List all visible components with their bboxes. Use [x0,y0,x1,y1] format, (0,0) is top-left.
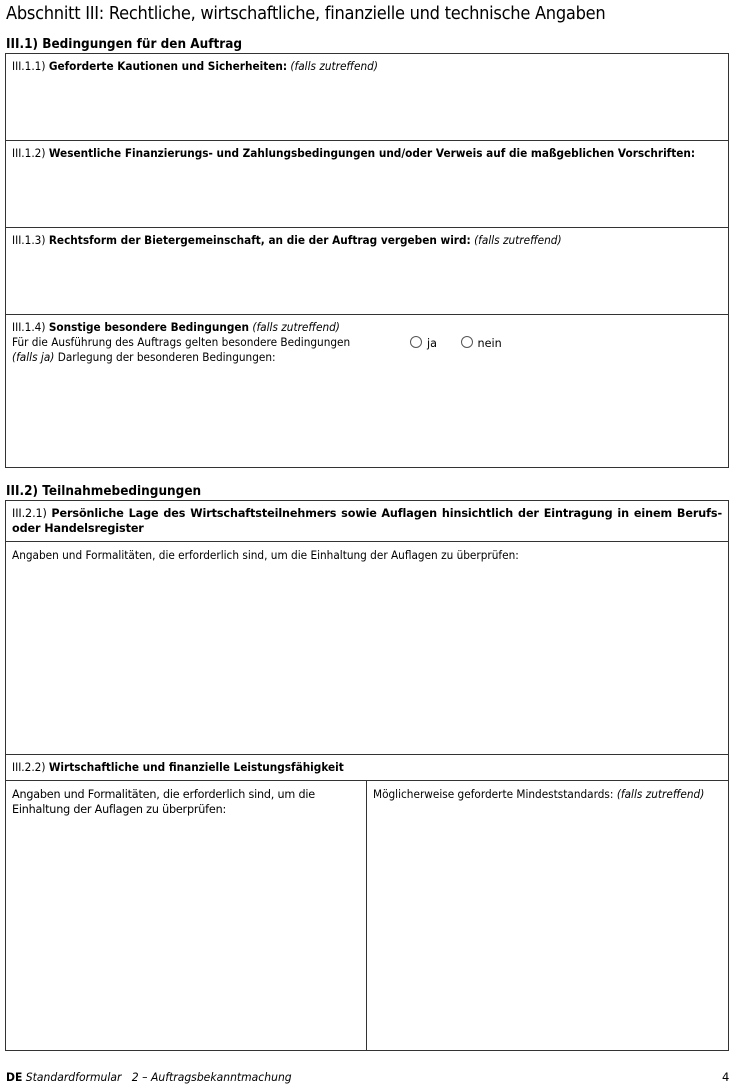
radio-option-nein[interactable]: nein [461,336,502,351]
minimum-standards-note: (falls zutreffend) [616,788,705,801]
radio-option-ja[interactable]: ja [410,336,437,351]
field-number: III.1.2) [12,147,46,160]
radio-circle-icon[interactable] [410,336,422,348]
section-1-box [5,53,729,468]
special-conditions-question: Für die Ausführung des Auftrags gelten besondere Bedingungen [12,336,351,349]
page-title: Abschnitt III: Rechtliche, wirtschaftliche, finanzielle und technische Angaben [6,4,606,24]
field-iii-1-4[interactable] [6,315,728,467]
field-label: Geforderte Kautionen und Sicherheiten: [48,60,288,73]
minimum-standards-label: Möglicherweise geforderte Mindeststandards: [373,788,614,801]
footer-form-number: 2 [131,1070,139,1084]
financial-details-label: Angaben und Formalitäten, die erforderlich sind, um die Einhaltung der Auflagen zu überprüfen: [12,788,315,816]
field-number: III.2.2) [12,761,46,774]
field-number: III.1.1) [12,60,46,73]
field-iii-1-2[interactable] [6,141,728,228]
followup-text: Darlegung der besonderen Bedingungen: [57,351,276,364]
field-note: (falls zutreffend) [252,321,340,334]
minimum-standards-field[interactable] [367,781,728,1050]
field-label-part2: Auflagen hinsichtlich der Eintragung in einem Berufs- oder Handelsregister [12,507,722,535]
footer-dash: – [142,1070,148,1084]
followup-note: (falls ja) [12,351,55,364]
footer-form-title: Auftragsbekanntmachung [150,1070,292,1084]
field-number: III.1.4) [12,321,46,334]
footer-form-name: Standardformular [25,1070,122,1084]
section-2-box [5,500,729,1051]
page-number: 4 [722,1070,730,1084]
financial-details-field[interactable] [6,781,367,1050]
radio-circle-icon[interactable] [461,336,473,348]
field-note: (falls zutreffend) [474,234,562,247]
section-1-heading: III.1) Bedingungen für den Auftrag [6,37,243,52]
field-label: Wirtschaftliche und finanzielle Leistungsfähigkeit [48,761,344,774]
field-label: Wesentliche Finanzierungs- und Zahlungsbedingungen und/oder Verweis auf die maßgeblichen Vorschriften: [48,147,696,160]
field-label-part1: Persönliche Lage des Wirtschaftsteilnehmers sowie [51,507,377,520]
field-label: Rechtsform der Bietergemeinschaft, an die der Auftrag vergeben wird: [48,234,471,247]
section-2-heading: III.2) Teilnahmebedingungen [6,484,202,499]
footer-lang: DE [6,1070,23,1084]
field-iii-2-1-header [6,501,728,542]
field-iii-2-2-split [6,781,728,1050]
field-number: III.1.3) [12,234,46,247]
field-note: (falls zutreffend) [290,60,378,73]
footer [6,1070,292,1084]
details-label: Angaben und Formalitäten, die erforderlich sind, um die Einhaltung der Auflagen zu überprüfen: [12,549,519,562]
field-iii-2-2 [6,755,728,1050]
special-conditions-radio-group [410,336,522,351]
field-iii-1-3[interactable] [6,228,728,315]
field-number: III.2.1) [12,507,47,520]
field-label: Sonstige besondere Bedingungen [48,321,250,334]
field-iii-1-1[interactable] [6,54,728,141]
field-iii-2-1-details[interactable] [6,542,728,755]
